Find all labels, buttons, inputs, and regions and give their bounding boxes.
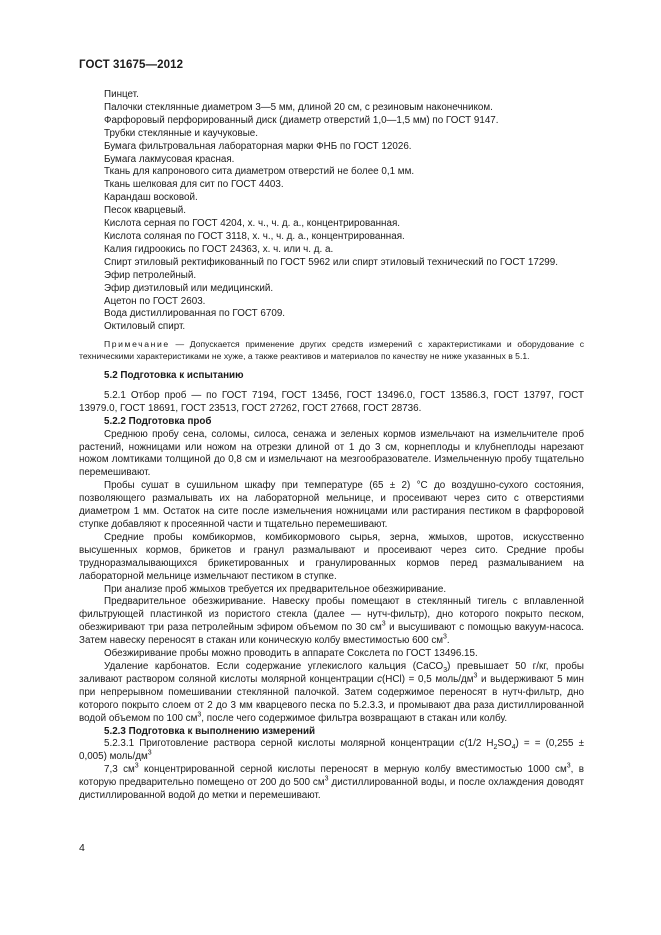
paragraph-carbonates: Удаление карбонатов. Если содержание углекислого кальция (СаСО$_3$) превышает 50 г/кг, пробы заливают раствором соляной кислоты молярной концентрации c(HCl) = 0,5 моль/$дм^3$ и выдерживают 5 мин при непрерывном помешивании стеклянной палочкой. Затем содержимое переносят в нутч-фильтр, дно которого покрыто слоем от 2 до 3 мм кварцевого песка по 5.2.3.3, и промывают два раза дистиллированной водой объемом по 100 $см^3$, после чего содержимое фильтра возвращают в стакан или колбу. <box>79 660 584 724</box>
list-item: Песок кварцевый. <box>104 205 187 217</box>
document-header: ГОСТ 31675—2012 <box>79 59 184 71</box>
section-heading-5-2-3: 5.2.3 Подготовка к выполнению измерений <box>104 725 316 737</box>
list-item: Кислота серная по ГОСТ 4204, х. ч., ч. д. а., концентрированная. <box>104 218 401 230</box>
list-item: Пинцет. <box>104 89 139 100</box>
list-item: Спирт этиловый ректификованный по ГОСТ 5962 или спирт этиловый технический по ГОСТ 17299. <box>104 256 558 268</box>
list-item: Ткань шелковая для сит по ГОСТ 4403. <box>104 179 284 191</box>
section-heading-5-2: 5.2 Подготовка к испытанию <box>104 370 244 382</box>
list-item: Бумага лакмусовая красная. <box>104 153 235 165</box>
list-item: Эфир диэтиловый или медицинский. <box>104 282 274 294</box>
list-item: Трубки стеклянные и каучуковые. <box>104 127 258 139</box>
note-text: — Допускается применение других средств измерений с характеристиками и оборудование с техническими характеристиками не хуже, а также реактивов и материалов по качеству не ниже указанных в 5.1. <box>79 339 584 361</box>
paragraph-defatting: Предварительное обезжиривание. Навеску пробы помещают в стеклянный тигель с вплавленной фильтрующей пластинкой из пористого стекла (далее — нутч-фильтр), дно которого покрыто песком, обезжиривают три раза петролейным эфиром объемом по 30 $см^3$ и высушивают с помощью вакуум-насоса. Затем навеску переносят в стакан или коническую колбу вместимостью 600 $см^3$. <box>79 596 584 647</box>
list-item: Ткань для капронового сита диаметром отверстий не более 0,1 мм. <box>104 166 415 178</box>
list-item: Кислота соляная по ГОСТ 3118, х. ч., ч. д. а., концентрированная. <box>104 230 405 242</box>
paragraph-5-2-3-1: 5.2.3.1 Приготовление раствора серной кислоты молярной концентрации c(1/2 $H_2SO_4$) = = (0,255 ± 0,005) моль/$дм^3$ <box>79 738 585 763</box>
paragraph: Пробы сушат в сушильном шкафу при температуре (65 ± 2) °С до воздушно-сухого состояния, позволяющего размалывать их на лабораторной мельнице, и просеивают через сито с отверстиями диаметром 1 мм. Остаток на сите после измельчения ножницами или растирания пестиком в фарфоровой ступке добавляют к просеянной части и тщательно перемешивают. <box>79 480 584 530</box>
list-item: Карандаш восковой. <box>104 192 198 204</box>
list-item: Бумага фильтровальная лабораторная марки ФНБ по ГОСТ 12026. <box>104 140 412 152</box>
section-heading-5-2-2: 5.2.2 Подготовка проб <box>104 415 212 427</box>
paragraph: При анализе проб жмыхов требуется их предварительное обезжиривание. <box>104 583 447 595</box>
page-number: 4 <box>79 842 85 854</box>
paragraph: Средние пробы комбикормов, комбикормового сырья, зерна, жмыхов, шротов, искусственно высушенных кормов, брикетов и гранул размалывают и просеивают через сито. Средние пробы трудноразмалывающихся брикетированных и гранулированных кормов перед размалыванием на лабораторной мельнице измельчают пестиком в ступке. <box>79 531 584 582</box>
equipment-list <box>79 89 584 334</box>
list-item: Палочки стеклянные диаметром 3—5 мм, длиной 20 см, с резиновым наконечником. <box>104 101 493 113</box>
list-item: Ацетон по ГОСТ 2603. <box>104 295 206 307</box>
list-item: Эфир петролейный. <box>104 269 197 281</box>
paragraph: Среднюю пробу сена, соломы, силоса, сенажа и зеленых кормов измельчают на измельчителе проб растений, ножницами или ножом на отрезки длиной от 1 до 3 см, корнеплоды и клубнеплоды нарезают ножом ломтиками толщиной до 0,8 см и измельчают на мезгообразователе. Измельченную пробу тщательно перемешивают. <box>79 428 584 479</box>
list-item: Октиловый спирт. <box>104 321 186 333</box>
list-item: Вода дистиллированная по ГОСТ 6709. <box>104 308 286 320</box>
paragraph: 7,3 $см^3$ концентрированной серной кислоты переносят в мерную колбу вместимостью 1000 $см^3$, в которую предварительно помещено от 200 до 500 $см^3$ дистиллированной воды, и после охлаждения доводят дистиллированной водой до метки и перемешивают. <box>79 762 585 802</box>
list-item: Фарфоровый перфорированный диск (диаметр отверстий 1,0—1,5 мм) по ГОСТ 9147. <box>104 114 499 126</box>
document-body <box>79 89 584 803</box>
note <box>79 339 584 362</box>
list-item: Калия гидроокись по ГОСТ 24363, х. ч. или ч. д. а. <box>104 243 334 255</box>
paragraph-5-2-1: 5.2.1 Отбор проб — по ГОСТ 7194, ГОСТ 13456, ГОСТ 13496.0, ГОСТ 13586.3, ГОСТ 13797, ГОСТ 13979.0, ГОСТ 18691, ГОСТ 23513, ГОСТ 27262, ГОСТ 27668, ГОСТ 28736. <box>79 389 584 414</box>
paragraph: Обезжиривание пробы можно проводить в аппарате Сокслета по ГОСТ 13496.15. <box>104 648 478 660</box>
note-lead: Примечание <box>104 339 170 350</box>
